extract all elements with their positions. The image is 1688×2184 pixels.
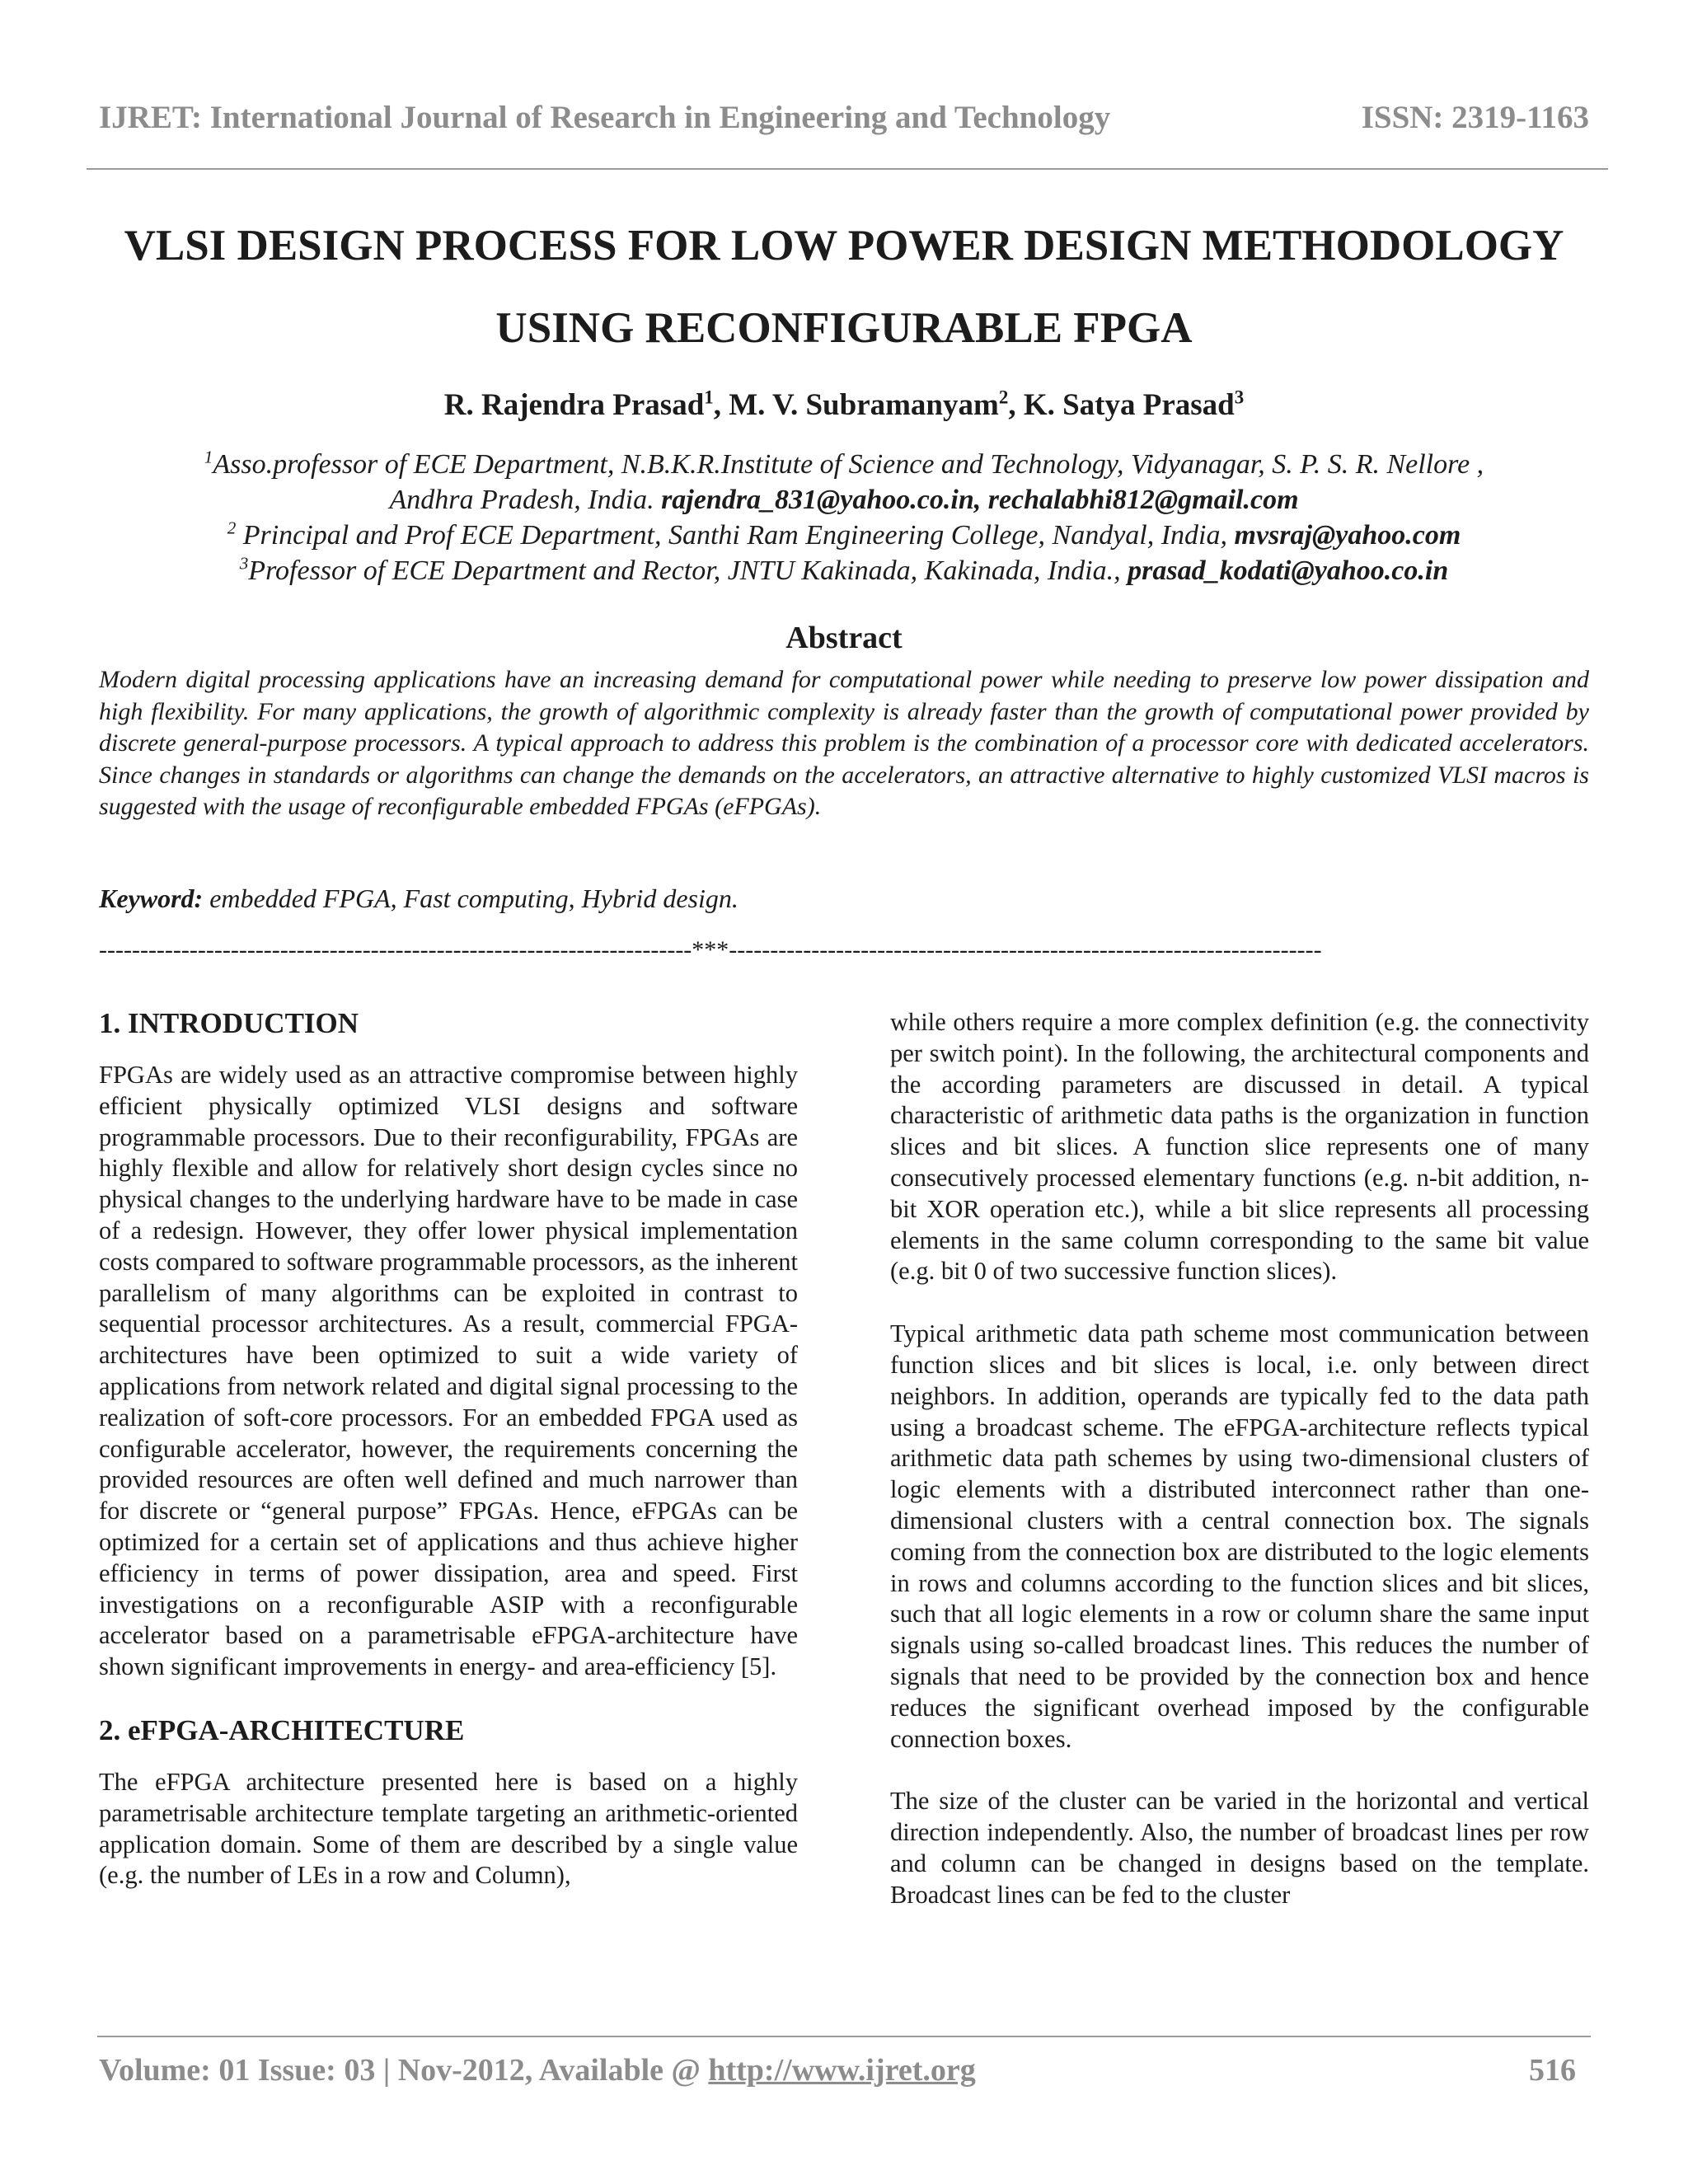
journal-url-link[interactable]: http://www.ijret.org	[708, 2053, 976, 2088]
affiliation-1	[82, 447, 1606, 482]
affiliation-2-text: Principal and Prof ECE Department, Santhi Ram Engineering College, Nandyal, India,	[242, 520, 1228, 551]
affiliation-2-email: mvsraj@yahoo.com	[1234, 520, 1461, 551]
footer-volume	[99, 2052, 976, 2088]
header-rule	[87, 168, 1608, 170]
keywords-label: Keyword:	[99, 883, 204, 913]
author-2-sup: 2	[998, 387, 1009, 408]
author-3-sup: 3	[1234, 387, 1245, 408]
title-line-2: USING RECONFIGURABLE FPGA	[495, 304, 1193, 352]
page-footer	[99, 2052, 1576, 2088]
author-list: R. Rajendra Prasad$^1$, M. V. Subramanyam$^2$, K. Satya Prasad$^3$	[443, 387, 1245, 422]
architecture-paragraph: The eFPGA architecture presented here is based on a highly parametrisable architecture template targeting an arithmetic-oriented application domain. Some of them are described by a single value (e.g. the number of LEs in a row and Column),	[99, 1767, 798, 1890]
abstract-heading: Abstract	[785, 621, 903, 655]
affiliation-1-cont	[82, 482, 1606, 518]
author-3: K. Satya Prasad	[1023, 388, 1235, 422]
affiliation-3	[82, 553, 1606, 588]
affiliation-2-sup: 2	[227, 518, 237, 538]
page-number: 516	[1529, 2053, 1576, 2088]
affiliation-1-text: Asso.professor of ECE Department, N.B.K.R.Institute of Science and Technology, Vidyanagar, S. P. S. R. Nellore ,	[213, 449, 1484, 480]
affiliations	[82, 447, 1606, 588]
column2-paragraph-1: while others require a more complex definition (e.g. the connectivity per switch point). In the following, the architectural components and the according parameters are discussed in detail. A typical characteristic of arithmetic data paths is the organization in function slices and bit slices. A function slice represents one of many consecutively processed elementary functions (e.g. n-bit addition, n-bit XOR operation etc.), while a bit slice represents all processing elements in the same column corresponding to the same bit value (e.g. bit 0 of two successive function slices).	[890, 1008, 1589, 1286]
paper-title	[82, 204, 1606, 369]
affiliation-1-location: Andhra Pradesh, India.	[389, 485, 654, 515]
journal-name: IJRET: International Journal of Research in Engineering and Technology	[99, 100, 1111, 135]
author-1: R. Rajendra Prasad	[443, 388, 705, 422]
title-line-1: VLSI DESIGN PROCESS FOR LOW POWER DESIGN METHODOLOGY	[124, 222, 1564, 269]
affiliation-1-emails: rajendra_831@yahoo.co.in, rechalabhi812@gmail.com	[661, 485, 1299, 515]
column2-paragraph-3: The size of the cluster can be varied in the horizontal and vertical direction independently. Also, the number of broadcast lines per row and column can be changed in designs based on the template. Broadcast lines can be fed to the cluster	[890, 1787, 1589, 1909]
footer-volume-text: Volume: 01 Issue: 03 | Nov-2012, Available @	[99, 2053, 701, 2088]
keywords	[99, 883, 1589, 914]
column2-paragraph-2: Typical arithmetic data path scheme most communication between function slices and bit slices is local, i.e. only between direct neighbors. In addition, operands are typically fed to the data path using a broadcast scheme. The eFPGA-architecture reflects typical arithmetic data path schemes by using two-dimensional clusters of logic elements with a distributed interconnect rather than one-dimensional clusters with a central connection box. The signals coming from the connection box are distributed to the logic elements in rows and columns according to the function slices and bit slices, such that all logic elements in a row or column share the same input signals using so-called broadcast lines. This reduces the number of signals that need to be provided by the connection box and hence reduces the significant overhead imposed by the configurable connection boxes.	[890, 1319, 1589, 1753]
affiliation-2	[82, 518, 1606, 553]
author-2: M. V. Subramanyam	[729, 388, 999, 422]
right-column	[890, 1007, 1589, 1911]
affiliation-3-sup: 3	[239, 553, 249, 574]
architecture-heading: 2. eFPGA-ARCHITECTURE	[99, 1713, 465, 1746]
affiliation-3-text: Professor of ECE Department and Rector, JNTU Kakinada, Kakinada, India.,	[248, 555, 1121, 586]
issn: ISSN: 2319-1163	[1361, 100, 1589, 135]
left-column	[99, 1007, 798, 1891]
affiliation-1-sup: 1	[204, 447, 213, 467]
abstract-text: Modern digital processing applications have an increasing demand for computational power while needing to preserve low power dissipation and high flexibility. For many applications, the growth of algorithmic complexity is already faster than the growth of computational power provided by discrete general-purpose processors. A typical approach to address this problem is the combination of a processor core with dedicated accelerators. Since changes in standards or algorithms can change the demands on the accelerators, an attractive alternative to highly customized VLSI macros is suggested with the usage of reconfigurable embedded FPGAs (eFPGAs).	[99, 666, 1589, 820]
keywords-text: embedded FPGA, Fast computing, Hybrid design.	[209, 883, 738, 913]
section-separator: ------------------------------------------------------------------------***------------------------------------------------------------------------	[99, 936, 1322, 963]
footer-rule	[97, 2036, 1591, 2037]
running-header	[99, 99, 1589, 136]
author-1-sup: 1	[704, 387, 714, 408]
intro-paragraph: FPGAs are widely used as an attractive compromise between highly efficient physically optimized VLSI designs and software programmable processors. Due to their reconfigurability, FPGAs are highly flexible and allow for relatively short design cycles since no physical changes to the underlying hardware have to be made in case of a redesign. However, they offer lower physical implementation costs compared to software programmable processors, as the inherent parallelism of many algorithms can be exploited in contrast to sequential processor architectures. As a result, commercial FPGA-architectures have been optimized to suit a wide variety of applications from network related and digital signal processing to the realization of soft-core processors. For an embedded FPGA used as configurable accelerator, however, the requirements concerning the provided resources are often well defined and much narrower than for discrete or “general purpose” FPGAs. Hence, eFPGAs can be optimized for a certain set of applications and thus achieve higher efficiency in terms of power dissipation, area and speed. First investigations on a reconfigurable ASIP with a reconfigurable accelerator based on a parametrisable eFPGA-architecture have shown significant improvements in energy- and area-efficiency [5].	[99, 1061, 798, 1681]
affiliation-3-email: prasad_kodati@yahoo.co.in	[1128, 555, 1449, 586]
intro-heading: 1. INTRODUCTION	[99, 1007, 359, 1039]
